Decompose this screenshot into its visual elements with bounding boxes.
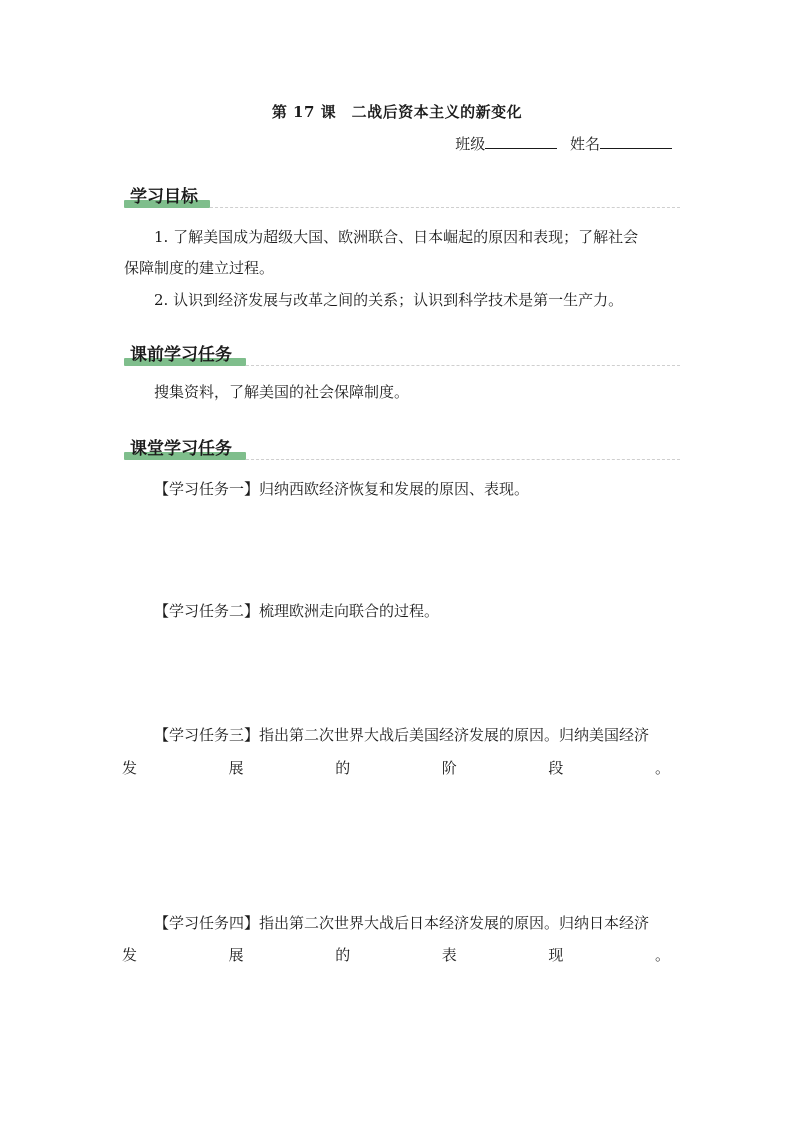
name-blank[interactable]: [600, 134, 672, 149]
task-3-char: 的: [335, 759, 351, 777]
task-2: 【学习任务二】梳理欧洲走向联合的过程。: [154, 602, 440, 620]
section-heading-label: 学习目标: [130, 187, 198, 207]
task-4-char: 的: [335, 946, 351, 964]
task-3-char: 展: [228, 759, 244, 777]
name-label: 姓名: [569, 135, 600, 153]
heading-dashed-rule: [246, 365, 680, 366]
task-3-char: 。: [654, 759, 670, 777]
task-3-line2: [122, 757, 670, 778]
task-4-line1: 【学习任务四】指出第二次世界大战后日本经济发展的原因。归纳日本经济: [154, 914, 650, 932]
heading-dashed-rule: [246, 459, 680, 460]
task-4-char: 。: [654, 946, 670, 964]
goal-item-2: 2. 认识到经济发展与改革之间的关系；认识到科学技术是第一生产力。: [154, 291, 624, 309]
page-title: 第 17 课 二战后资本主义的新变化: [271, 103, 523, 121]
class-label: 班级: [455, 135, 486, 153]
task-3-char: 发: [122, 759, 138, 777]
section-heading-label: 课堂学习任务: [130, 439, 232, 459]
section-heading-in-class: [124, 430, 680, 464]
section-heading-goals: [124, 178, 680, 212]
task-4-char: 展: [228, 946, 244, 964]
section-heading-pre-class: [124, 336, 680, 370]
goal-item-1-line1: 1. 了解美国成为超级大国、欧洲联合、日本崛起的原因和表现；了解社会: [154, 228, 639, 246]
goal-item-1-line2: 保障制度的建立过程。: [124, 259, 275, 277]
goal-item-1: [124, 222, 680, 284]
task-3-line1: 【学习任务三】指出第二次世界大战后美国经济发展的原因。归纳美国经济: [154, 726, 650, 744]
task-4-char: 现: [548, 946, 564, 964]
section-heading-label: 课前学习任务: [130, 345, 232, 365]
task-3-char: 阶: [441, 759, 457, 777]
task-4-char: 发: [122, 946, 138, 964]
task-1: 【学习任务一】归纳西欧经济恢复和发展的原因、表现。: [154, 480, 530, 498]
task-4-char: 表: [441, 946, 457, 964]
heading-dashed-rule: [210, 207, 680, 208]
class-blank[interactable]: [485, 134, 557, 149]
task-4-line2: [122, 944, 670, 965]
task-3-char: 段: [548, 759, 564, 777]
class-name-line: [455, 133, 672, 154]
pre-class-text: 搜集资料，了解美国的社会保障制度。: [154, 383, 410, 401]
